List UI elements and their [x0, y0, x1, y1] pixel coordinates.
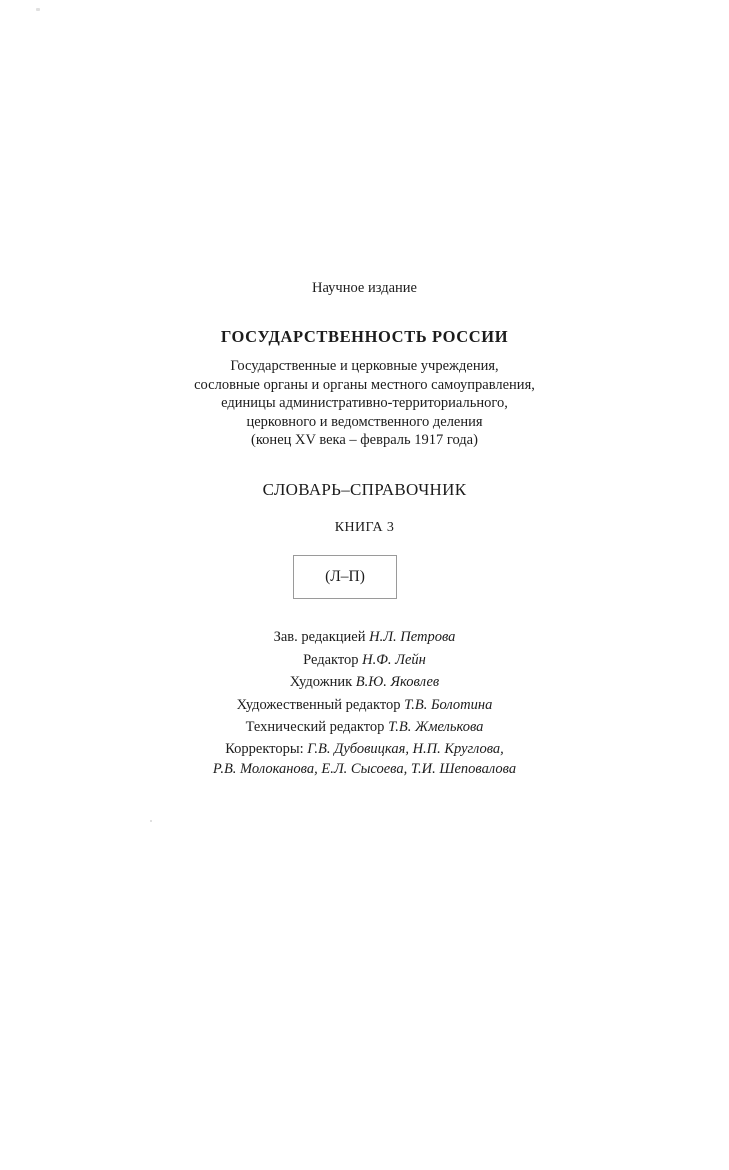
book-title: ГОСУДАРСТВЕННОСТЬ РОССИИ	[220, 327, 509, 346]
volume-range: (Л–П)	[325, 568, 365, 585]
scan-speck	[150, 820, 152, 822]
book-subtitle	[0, 357, 729, 450]
book-genre: СЛОВАРЬ–СПРАВОЧНИК	[262, 480, 467, 499]
credits-block	[0, 626, 729, 779]
credit-row	[0, 649, 729, 672]
credit-role: Редактор	[303, 651, 363, 668]
subtitle-line: Государственные и церковные учреждения,	[230, 358, 499, 374]
subtitle-line: единицы административно-территориального,	[221, 395, 508, 411]
subtitle-line: (конец XV века – февраль 1917 года)	[251, 432, 478, 448]
credit-row	[0, 716, 729, 739]
scan-speck	[36, 8, 40, 11]
credit-name: Т.В. Жмелькова	[388, 719, 484, 735]
publication-type: Научное издание	[312, 280, 417, 296]
credit-role: Технический редактор	[245, 719, 389, 735]
credit-row	[0, 626, 729, 649]
volume-range-box	[293, 555, 397, 599]
credit-name: Н.Л. Петрова	[369, 629, 456, 645]
credit-role: Художник	[289, 674, 356, 690]
credit-role: Художественный редактор	[236, 696, 405, 713]
credit-role: Корректоры:	[225, 740, 308, 757]
book-number: КНИГА 3	[334, 520, 395, 535]
subtitle-line: церковного и ведомственного деления	[246, 413, 483, 430]
credit-row	[0, 671, 729, 694]
credit-row	[0, 694, 729, 717]
credit-name: Г.В. Дубовицкая, Н.П. Круглова,	[307, 740, 504, 757]
credit-role: Зав. редакцией	[273, 629, 370, 645]
credit-name: Т.В. Болотина	[404, 696, 493, 713]
credit-row	[0, 759, 729, 779]
credit-name: Р.В. Молоканова, Е.Л. Сысоева, Т.И. Шеповалова	[212, 760, 517, 777]
credit-name: Н.Ф. Лейн	[362, 651, 426, 668]
credit-name: В.Ю. Яковлев	[355, 674, 440, 690]
credit-row	[0, 739, 729, 759]
subtitle-line: сословные органы и органы местного самоуправления,	[194, 376, 535, 393]
